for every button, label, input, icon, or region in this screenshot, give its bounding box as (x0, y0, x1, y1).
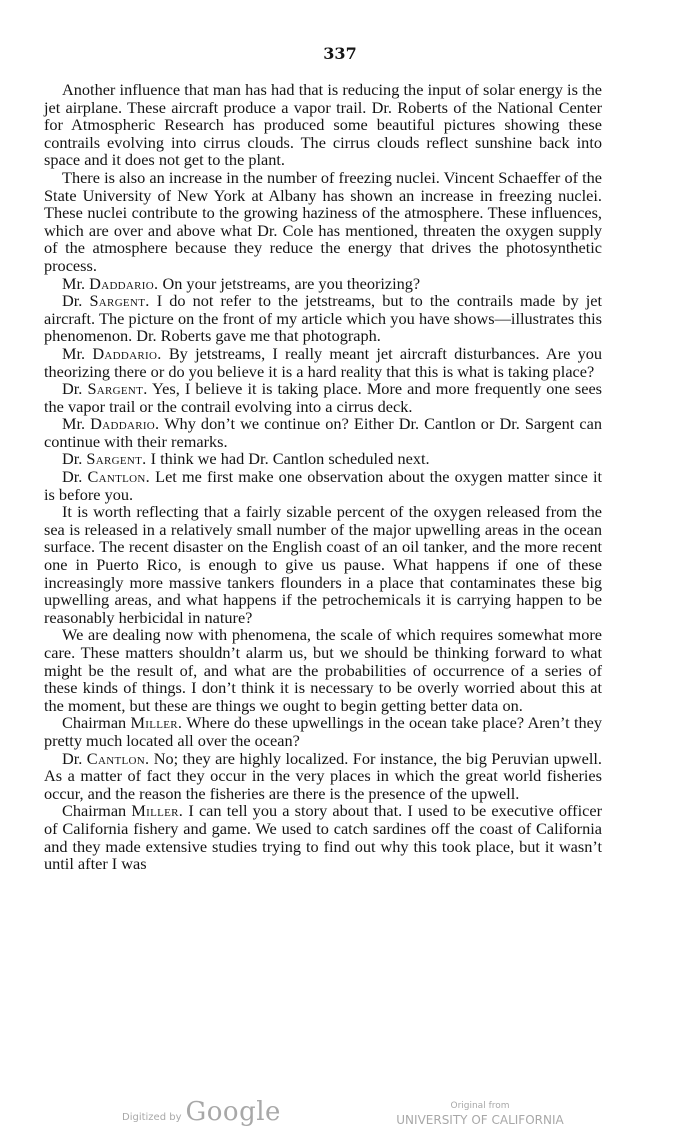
page-number: 337 (323, 44, 357, 63)
paragraph-text: Dr. (62, 291, 90, 311)
paragraph-text: We are dealing now with phenomena, the scale of which requires somewhat more care. These matters shouldn’t alarm us, but we should be thinking forward to what might be the result of, and what are the probabilities of occurrence of a series of these kinds of things. I don’t think it is necessary to be overly worried about this at the moment, but these are things we ought to begin getting better data on. (44, 625, 602, 715)
university-name: UNIVERSITY OF CALIFORNIA (396, 1113, 564, 1127)
paragraph-text: I do not refer to the jetstreams, but to the contrails made by jet aircraft. The picture on the front of my article which you have shows—illustrates this phenomenon. Dr. Roberts gave me that photograph. (44, 291, 603, 346)
paragraph (44, 503, 602, 626)
speaker-name: Cantlon. (87, 467, 151, 487)
paragraph-text: By jetstreams, I really meant jet aircraft disturbances. Are you theorizing there or do you believe it is a hard reality that this is what is taking place? (44, 343, 603, 381)
paragraph-text: Chairman (62, 713, 131, 733)
paragraph-text: Why don’t we continue on? Either Dr. Cantlon or Dr. Sargent can continue with their remarks. (44, 414, 602, 451)
speaker-name: Sargent. (87, 379, 148, 399)
paragraph-text: On your jetstreams, are you theorizing? (158, 273, 421, 293)
paragraph-text: No; they are highly localized. For instance, the big Peruvian upwell. As a matter of fact they occur in the very places in which the great world fisheries occur, and the reason the fisheries are there is the presence of the upwell. (44, 748, 602, 803)
body-text (44, 81, 602, 873)
speaker-name: Sargent. (86, 449, 147, 469)
paragraph-text: Mr. (62, 343, 93, 363)
speaker-name: Daddario. (90, 414, 160, 434)
paragraph (44, 626, 602, 714)
paragraph-text: Mr. (62, 273, 90, 293)
paragraph (44, 380, 602, 415)
paragraph (44, 750, 602, 803)
paragraph-text: I can tell you a story about that. I used to be executive officer of California fishery and game. We used to catch sardines off the coast of California and they made extensive studies trying to find out why this took place, but it wasn’t until after I was (44, 801, 602, 874)
digitized-by-label: Digitized by (122, 1112, 182, 1123)
paragraph-text: Dr. (62, 379, 88, 399)
paragraph (44, 450, 602, 468)
paragraph-text: Yes, I believe it is taking place. More and more frequently one sees the vapor trail or the contrail evolving into a cirrus deck. (44, 379, 603, 416)
paragraph (44, 802, 602, 872)
paragraph-text: Dr. (62, 748, 87, 768)
original-from-watermark (390, 1101, 570, 1127)
original-from-label: Original from (450, 1101, 510, 1111)
paragraph (44, 81, 602, 169)
paragraph (44, 468, 602, 503)
paragraph-text: I think we had Dr. Cantlon scheduled next. (146, 449, 430, 469)
paragraph-text: Where do these upwellings in the ocean take place? Aren’t they pretty much located all over the ocean? (44, 713, 602, 750)
paragraph-text: It is worth reflecting that a fairly sizable percent of the oxygen released from the sea is released in a relatively small number of the major upwelling areas in the ocean surface. The recent disaster on the English coast of an oil tanker, and the more recent one in Puerto Rico, is enough to give us pause. What happens if one of these increasingly more massive tankers flounders in a place that contaminates these big upwelling areas, and what happens if the petrochemicals it is carrying happen to be reasonably herbicidal in nature? (44, 502, 602, 627)
digitized-by-google-watermark (122, 1097, 281, 1127)
paragraph (44, 169, 602, 275)
google-logo: Google (185, 1097, 281, 1127)
paragraph-text: Chairman (62, 801, 132, 821)
paragraph (44, 275, 602, 293)
paragraph-text: Dr. (62, 449, 87, 469)
paragraph (44, 292, 602, 345)
speaker-name: Miller. (130, 713, 183, 733)
speaker-name: Sargent. (89, 291, 150, 311)
speaker-name: Daddario. (89, 273, 159, 293)
paragraph-text: Let me first make one observation about the oxygen matter since it is before you. (44, 467, 602, 504)
speaker-name: Miller. (131, 801, 184, 821)
paragraph-text: There is also an increase in the number of freezing nuclei. Vincent Schaeffer of the State University of New York at Albany has shown an increase in freezing nuclei. These nuclei contribute to the growing haziness of the atmosphere. These influences, which are over and above what Dr. Cole has mentioned, threaten the oxygen supply of the atmosphere because they reduce the energy that drives the photosynthetic process. (44, 167, 602, 275)
paragraph-text: Another influence that man has had that is reducing the input of solar energy is the jet airplane. These aircraft produce a vapor trail. Dr. Roberts of the National Center for Atmospheric Research has produced some beautiful pictures showing these contrails evolving into cirrus clouds. The cirrus clouds reflect sunshine back into space and it does not get to the plant. (44, 80, 602, 170)
paragraph-text: Mr. (62, 414, 91, 434)
speaker-name: Daddario. (92, 343, 162, 363)
paragraph (44, 345, 602, 380)
paragraph-text: Dr. (62, 467, 88, 487)
paragraph (44, 415, 602, 450)
speaker-name: Cantlon. (86, 748, 150, 768)
paragraph (44, 714, 602, 749)
